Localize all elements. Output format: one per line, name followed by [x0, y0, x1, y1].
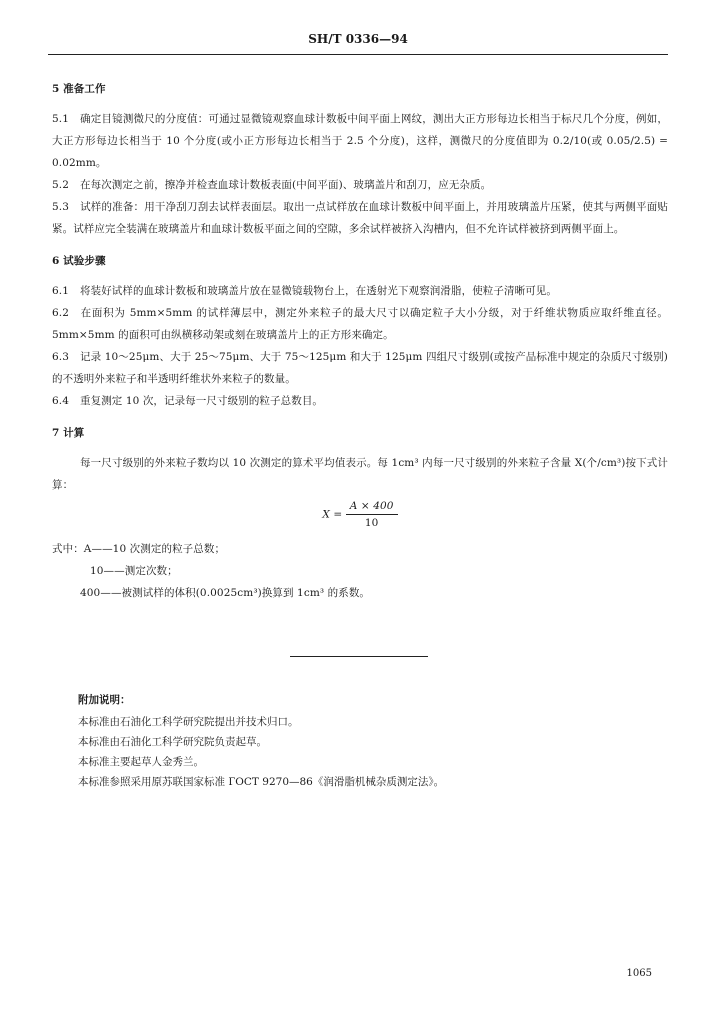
- formula-numerator: A × 400: [346, 498, 398, 515]
- standard-code: SH/T 0336—94: [308, 32, 408, 46]
- clause-number: 5.2: [52, 179, 69, 191]
- calculation-intro: 每一尺寸级别的外来粒子数均以 10 次测定的算术平均值表示。每 1cm³ 内每一尺寸级别的外来粒子含量 X(个/cm³)按下式计算：: [52, 457, 668, 491]
- clause-text: 试样的准备：用干净刮刀刮去试样表面层。取出一点试样放在血球计数板中间平面上，并用玻璃盖片压紧，使其与两侧平面贴紧。试样应完全装满在玻璃盖片和血球计数板平面之间的空隙，多余试样被挤入沟槽内，但不允许试样被挤到两侧平面上。: [52, 201, 668, 235]
- notes-title: 附加说明：: [78, 694, 131, 706]
- clause-6-3: [52, 346, 668, 390]
- legend-400: 400——被测试样的体积(0.0025cm³)换算到 1cm³ 的系数。: [80, 587, 371, 599]
- note-line-3: 本标准主要起草人金秀兰。: [78, 756, 204, 768]
- formula-denominator: 10: [364, 517, 379, 529]
- clause-text: 在每次测定之前，擦净并检查血球计数板表面(中间平面)、玻璃盖片和刮刀，应无杂质。: [80, 179, 492, 191]
- note-line-2: 本标准由石油化工科学研究院负责起草。: [78, 736, 267, 748]
- formula-legend: [52, 538, 668, 604]
- clause-text: 将装好试样的血球计数板和玻璃盖片放在显微镜载物台上，在透射光下观察润滑脂，使粒子清晰可见。: [80, 285, 557, 297]
- page-number: 1065: [626, 968, 652, 979]
- clause-number: 6.2: [52, 307, 69, 319]
- section-6-title: 6 试验步骤: [52, 255, 106, 267]
- clause-text: 重复测定 10 次，记录每一尺寸级别的粒子总数目。: [80, 395, 324, 407]
- document-body: [52, 78, 668, 604]
- clause-text: 确定目镜测微尺的分度值：可通过显微镜观察血球计数板中间平面上网纹，测出大正方形每边长相当于标尺几个分度，例如，大正方形每边长相当于 10 个分度(或小正方形每边长相当于 2.5 个分度)，这样，测微尺的分度值即为 0.2/10(或 0.05/2.5) = 0.02mm。: [52, 113, 668, 169]
- formula: [52, 498, 668, 534]
- header-rule: [48, 54, 668, 55]
- clause-number: 6.3: [52, 351, 69, 363]
- clause-number: 5.3: [52, 201, 69, 213]
- clause-5-2: [52, 174, 668, 196]
- additional-notes: [78, 690, 444, 792]
- legend-a: 式中：A——10 次测定的粒子总数；: [52, 543, 226, 555]
- clause-text: 记录 10～25μm、大于 25～75μm、大于 75～125μm 和大于 125μm 四组尺寸级别(或按产品标准中规定的杂质尺寸级别)的不透明外来粒子和半透明纤维状外来粒子的数量。: [52, 351, 668, 385]
- section-5-title: 5 准备工作: [52, 83, 106, 95]
- clause-number: 6.4: [52, 395, 69, 407]
- clause-6-4: [52, 390, 668, 412]
- clause-number: 6.1: [52, 285, 69, 297]
- clause-5-3: [52, 196, 668, 240]
- formula-fraction: [346, 498, 398, 531]
- section-7-title: 7 计算: [52, 427, 85, 439]
- end-divider: [290, 656, 428, 657]
- legend-10: 10——测定次数；: [90, 565, 178, 577]
- clause-number: 5.1: [52, 113, 69, 125]
- clause-text: 在面积为 5mm×5mm 的试样薄层中，测定外来粒子的最大尺寸以确定粒子大小分级，对于纤维状物质应取纤维直径。5mm×5mm 的面积可由纵横移动架或刻在玻璃盖片上的正方形来确定。: [52, 307, 668, 341]
- clause-6-1: [52, 280, 668, 302]
- clause-5-1: [52, 108, 668, 174]
- formula-lhs: X =: [322, 508, 343, 521]
- clause-6-2: [52, 302, 668, 346]
- note-line-1: 本标准由石油化工科学研究院提出并技术归口。: [78, 716, 299, 728]
- note-line-4: 本标准参照采用原苏联国家标准 ГОСТ 9270—86《润滑脂机械杂质测定法》。: [78, 776, 445, 788]
- page-header: [48, 32, 668, 56]
